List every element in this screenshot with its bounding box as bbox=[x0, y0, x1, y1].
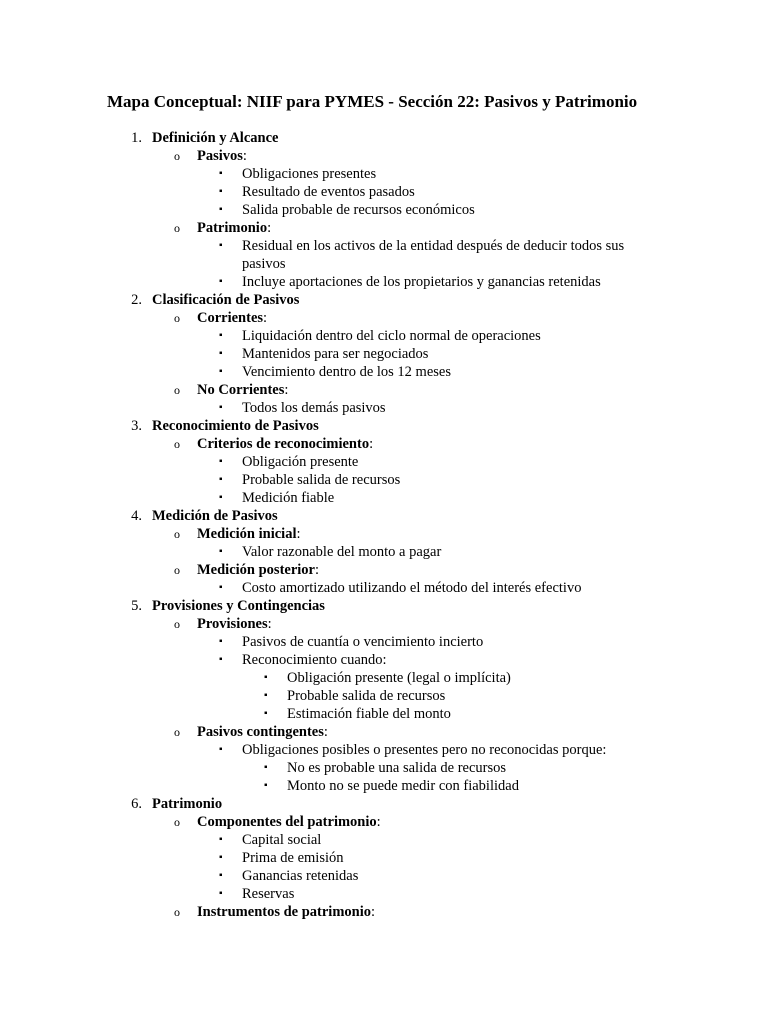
circle-bullet-icon: o bbox=[174, 311, 180, 325]
point-item bbox=[0, 489, 768, 507]
subsection-label: Pasivos bbox=[197, 148, 243, 164]
point-item bbox=[0, 741, 768, 759]
subsection-item bbox=[0, 723, 768, 741]
square-bullet-icon: ▪ bbox=[219, 744, 223, 755]
square-bullet-icon: ▪ bbox=[219, 402, 223, 413]
point-item bbox=[0, 345, 768, 363]
subsection-suffix: : bbox=[371, 904, 376, 920]
subsection-item bbox=[0, 147, 768, 165]
square-bullet-icon: ▪ bbox=[219, 348, 223, 359]
point-item bbox=[0, 399, 768, 417]
subsection-suffix: : bbox=[296, 526, 301, 542]
section-title: Patrimonio bbox=[152, 796, 223, 812]
section-number: 4. bbox=[131, 508, 142, 524]
item-text: Incluye aportaciones de los propietarios y ganancias retenidas bbox=[242, 274, 601, 290]
item-text: Obligación presente bbox=[242, 454, 359, 470]
item-text: Monto no se puede medir con fiabilidad bbox=[287, 778, 519, 794]
section-heading bbox=[0, 795, 768, 813]
subsection-label: Provisiones bbox=[197, 616, 268, 632]
circle-bullet-icon: o bbox=[174, 725, 180, 739]
square-bullet-icon: ▪ bbox=[219, 186, 223, 197]
subsection-suffix: : bbox=[263, 310, 268, 326]
point-item bbox=[0, 885, 768, 903]
square-bullet-icon: ▪ bbox=[219, 888, 223, 899]
circle-bullet-icon: o bbox=[174, 563, 180, 577]
square-bullet-icon: ▪ bbox=[264, 780, 268, 791]
subsection-text bbox=[197, 147, 247, 165]
section-title: Provisiones y Contingencias bbox=[152, 598, 325, 614]
subsection-text bbox=[197, 381, 288, 399]
subsection-text bbox=[197, 219, 271, 237]
subsection-suffix: : bbox=[323, 724, 328, 740]
item-text: Todos los demás pasivos bbox=[242, 400, 386, 416]
circle-bullet-icon: o bbox=[174, 527, 180, 541]
subpoint-item bbox=[0, 705, 768, 723]
subsection-label: Medición inicial bbox=[197, 526, 297, 542]
subsection-item bbox=[0, 309, 768, 327]
subpoint-item bbox=[0, 669, 768, 687]
square-bullet-icon: ▪ bbox=[219, 834, 223, 845]
subsection-suffix: : bbox=[267, 616, 272, 632]
item-text: Costo amortizado utilizando el método del interés efectivo bbox=[242, 580, 582, 596]
square-bullet-icon: ▪ bbox=[219, 546, 223, 557]
subsection-item bbox=[0, 903, 768, 921]
circle-bullet-icon: o bbox=[174, 149, 180, 163]
circle-bullet-icon: o bbox=[174, 905, 180, 919]
point-item bbox=[0, 327, 768, 345]
item-text: Estimación fiable del monto bbox=[287, 706, 451, 722]
square-bullet-icon: ▪ bbox=[219, 276, 223, 287]
square-bullet-icon: ▪ bbox=[219, 456, 223, 467]
square-bullet-icon: ▪ bbox=[264, 690, 268, 701]
item-text: Prima de emisión bbox=[242, 850, 344, 866]
subsection-label: Patrimonio bbox=[197, 220, 268, 236]
subsection-suffix: : bbox=[315, 562, 320, 578]
subsection-label: Instrumentos de patrimonio bbox=[197, 904, 372, 920]
item-text: Probable salida de recursos bbox=[242, 472, 401, 488]
subsection-text bbox=[197, 435, 373, 453]
section-number: 5. bbox=[131, 598, 142, 614]
subsection-label: Componentes del patrimonio bbox=[197, 814, 377, 830]
square-bullet-icon: ▪ bbox=[219, 330, 223, 341]
subsection-text bbox=[197, 903, 375, 921]
circle-bullet-icon: o bbox=[174, 221, 180, 235]
continuation-text: pasivos bbox=[242, 256, 286, 272]
item-text: Obligación presente (legal o implícita) bbox=[287, 670, 511, 686]
item-text: Resultado de eventos pasados bbox=[242, 184, 415, 200]
subsection-label: Medición posterior bbox=[197, 562, 315, 578]
point-item bbox=[0, 471, 768, 489]
section-heading bbox=[0, 417, 768, 435]
section-number: 1. bbox=[131, 130, 142, 146]
section-title: Medición de Pasivos bbox=[152, 508, 278, 524]
subsection-text bbox=[197, 813, 381, 831]
item-text: Obligaciones posibles o presentes pero no reconocidas porque: bbox=[242, 742, 607, 758]
subsection-suffix: : bbox=[284, 382, 289, 398]
subsection-label: Corrientes bbox=[197, 310, 264, 326]
subsection-suffix: : bbox=[369, 436, 374, 452]
point-item bbox=[0, 273, 768, 291]
item-text: Liquidación dentro del ciclo normal de operaciones bbox=[242, 328, 541, 344]
section-heading bbox=[0, 597, 768, 615]
section-number: 3. bbox=[131, 418, 142, 434]
point-continuation bbox=[0, 255, 768, 273]
item-text: Ganancias retenidas bbox=[242, 868, 359, 884]
subsection-label: No Corrientes bbox=[197, 382, 285, 398]
subsection-suffix: : bbox=[376, 814, 381, 830]
subsection-item bbox=[0, 615, 768, 633]
subsection-text bbox=[197, 309, 267, 327]
square-bullet-icon: ▪ bbox=[219, 870, 223, 881]
subsection-item bbox=[0, 813, 768, 831]
square-bullet-icon: ▪ bbox=[264, 708, 268, 719]
subsection-label: Pasivos contingentes bbox=[197, 724, 324, 740]
section-title: Clasificación de Pasivos bbox=[152, 292, 300, 308]
item-text: Vencimiento dentro de los 12 meses bbox=[242, 364, 451, 380]
outline-list bbox=[0, 129, 768, 921]
square-bullet-icon: ▪ bbox=[219, 852, 223, 863]
subsection-label: Criterios de reconocimiento bbox=[197, 436, 370, 452]
section-heading bbox=[0, 507, 768, 525]
square-bullet-icon: ▪ bbox=[219, 582, 223, 593]
square-bullet-icon: ▪ bbox=[219, 240, 223, 251]
subsection-text bbox=[197, 723, 328, 741]
subsection-suffix: : bbox=[267, 220, 272, 236]
document-title: Mapa Conceptual: NIIF para PYMES - Sección 22: Pasivos y Patrimonio bbox=[107, 92, 638, 111]
point-item bbox=[0, 453, 768, 471]
circle-bullet-icon: o bbox=[174, 437, 180, 451]
square-bullet-icon: ▪ bbox=[219, 654, 223, 665]
subsection-text bbox=[197, 525, 301, 543]
section-number: 6. bbox=[131, 796, 142, 812]
item-text: Salida probable de recursos económicos bbox=[242, 202, 475, 218]
square-bullet-icon: ▪ bbox=[264, 672, 268, 683]
item-text: Obligaciones presentes bbox=[242, 166, 377, 182]
subsection-text bbox=[197, 561, 319, 579]
point-item bbox=[0, 543, 768, 561]
section-heading bbox=[0, 129, 768, 147]
point-item bbox=[0, 831, 768, 849]
point-item bbox=[0, 633, 768, 651]
square-bullet-icon: ▪ bbox=[219, 168, 223, 179]
section-number: 2. bbox=[131, 292, 142, 308]
circle-bullet-icon: o bbox=[174, 815, 180, 829]
subsection-item bbox=[0, 561, 768, 579]
square-bullet-icon: ▪ bbox=[219, 204, 223, 215]
square-bullet-icon: ▪ bbox=[219, 474, 223, 485]
subpoint-item bbox=[0, 759, 768, 777]
section-heading bbox=[0, 291, 768, 309]
square-bullet-icon: ▪ bbox=[219, 366, 223, 377]
circle-bullet-icon: o bbox=[174, 617, 180, 631]
item-text: No es probable una salida de recursos bbox=[287, 760, 507, 776]
subsection-text bbox=[197, 615, 272, 633]
square-bullet-icon: ▪ bbox=[264, 762, 268, 773]
subsection-item bbox=[0, 381, 768, 399]
subpoint-item bbox=[0, 777, 768, 795]
square-bullet-icon: ▪ bbox=[219, 492, 223, 503]
item-text: Reconocimiento cuando: bbox=[242, 652, 387, 668]
item-text: Mantenidos para ser negociados bbox=[242, 346, 429, 362]
item-text: Probable salida de recursos bbox=[287, 688, 446, 704]
point-item bbox=[0, 183, 768, 201]
item-text: Medición fiable bbox=[242, 490, 335, 506]
section-title: Definición y Alcance bbox=[152, 130, 279, 146]
point-item bbox=[0, 237, 768, 255]
point-item bbox=[0, 651, 768, 669]
point-item bbox=[0, 579, 768, 597]
subsection-suffix: : bbox=[242, 148, 247, 164]
item-text: Pasivos de cuantía o vencimiento incierto bbox=[242, 634, 484, 650]
point-item bbox=[0, 867, 768, 885]
point-item bbox=[0, 849, 768, 867]
subsection-item bbox=[0, 525, 768, 543]
square-bullet-icon: ▪ bbox=[219, 636, 223, 647]
subsection-item bbox=[0, 219, 768, 237]
subsection-item bbox=[0, 435, 768, 453]
item-text: Valor razonable del monto a pagar bbox=[242, 544, 442, 560]
circle-bullet-icon: o bbox=[174, 383, 180, 397]
item-text: Capital social bbox=[242, 832, 322, 848]
point-item bbox=[0, 201, 768, 219]
section-title: Reconocimiento de Pasivos bbox=[152, 418, 319, 434]
point-item bbox=[0, 165, 768, 183]
subpoint-item bbox=[0, 687, 768, 705]
item-text: Reservas bbox=[242, 886, 295, 902]
point-item bbox=[0, 363, 768, 381]
item-text: Residual en los activos de la entidad después de deducir todos sus bbox=[242, 238, 625, 254]
